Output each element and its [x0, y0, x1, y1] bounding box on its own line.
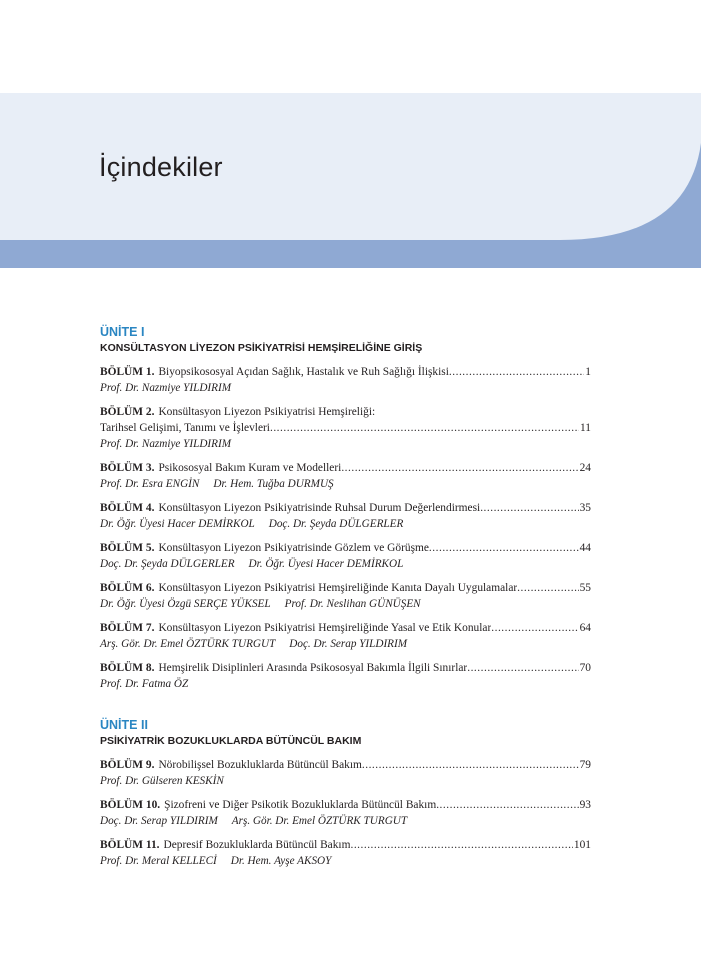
page-number[interactable]: 55: [579, 582, 591, 594]
chapter-number: BÖLÜM 4.: [100, 502, 155, 514]
chapter-entry[interactable]: [100, 364, 591, 396]
dot-leader: [449, 364, 584, 380]
chapter-authors: [100, 813, 591, 829]
chapter-title: Biyopsikososyal Açıdan Sağlık, Hastalık ve Ruh Sağlığı İlişkisi: [158, 366, 449, 378]
chapter-authors: [100, 676, 591, 692]
author-name: Prof. Dr. Gülseren KESKİN: [100, 775, 224, 787]
chapter-title: Tarihsel Gelişimi, Tanımı ve İşlevleri: [100, 422, 270, 434]
chapter-number: BÖLÜM 6.: [100, 582, 155, 594]
chapter-number: BÖLÜM 11.: [100, 839, 160, 851]
chapter-title-line: [100, 404, 591, 420]
chapter-entry[interactable]: [100, 500, 591, 532]
page-number[interactable]: 93: [579, 799, 591, 811]
chapter-title-line: [100, 364, 591, 380]
chapter-authors: [100, 380, 591, 396]
page-number[interactable]: 44: [579, 542, 591, 554]
chapter-authors: [100, 516, 591, 532]
chapter-authors: [100, 596, 591, 612]
author-name: Dr. Öğr. Üyesi Özgü SERÇE YÜKSEL: [100, 598, 271, 610]
author-name: Arş. Gör. Dr. Emel ÖZTÜRK TURGUT: [100, 638, 276, 650]
page-number[interactable]: 1: [585, 366, 591, 378]
chapter-number: BÖLÜM 1.: [100, 366, 155, 378]
author-name: Doç. Dr. Serap YILDIRIM: [289, 638, 408, 650]
chapter-title: Konsültasyon Liyezon Psikiyatrisi Hemşireliğinde Yasal ve Etik Konular: [158, 622, 492, 634]
dot-leader: [467, 660, 578, 676]
chapter-title: Konsültasyon Liyezon Psikiyatrisinde Gözlem ve Görüşme: [158, 542, 429, 554]
dot-leader: [517, 580, 578, 596]
author-name: Dr. Öğr. Üyesi Hacer DEMİRKOL: [100, 518, 255, 530]
chapter-title-line: [100, 540, 591, 556]
dot-leader: [270, 420, 579, 436]
chapter-authors: [100, 773, 591, 789]
author-name: Dr. Hem. Ayşe AKSOY: [230, 855, 332, 867]
dot-leader: [491, 620, 578, 636]
chapter-title-line: [100, 580, 591, 596]
chapter-entry[interactable]: [100, 460, 591, 492]
chapter-number: BÖLÜM 3.: [100, 462, 155, 474]
chapter-title-line: [100, 620, 591, 636]
unit-title: PSİKİYATRİK BOZUKLUKLARDA BÜTÜNCÜL BAKIM: [100, 735, 362, 747]
author-name: Prof. Dr. Meral KELLECİ: [100, 855, 217, 867]
page-number[interactable]: 24: [579, 462, 591, 474]
author-name: Prof. Dr. Nazmiye YILDIRIM: [100, 438, 232, 450]
chapter-title-line: [100, 500, 591, 516]
chapter-entry[interactable]: [100, 797, 591, 829]
dot-leader: [480, 500, 578, 516]
author-name: Dr. Hem. Tuğba DURMUŞ: [213, 478, 334, 490]
author-name: Prof. Dr. Nazmiye YILDIRIM: [100, 382, 232, 394]
dot-leader: [429, 540, 579, 556]
chapter-title-line: [100, 757, 591, 773]
chapter-number: BÖLÜM 10.: [100, 799, 161, 811]
chapter-authors: [100, 476, 591, 492]
page-number[interactable]: 70: [579, 662, 591, 674]
chapter-number: BÖLÜM 5.: [100, 542, 155, 554]
unit-label: ÜNİTE I: [100, 325, 145, 339]
dot-leader: [341, 460, 578, 476]
unit-section: [100, 718, 591, 869]
chapter-number: BÖLÜM 7.: [100, 622, 155, 634]
chapter-entry[interactable]: [100, 404, 591, 452]
author-name: Prof. Dr. Neslihan GÜNÜŞEN: [284, 598, 421, 610]
author-name: Doç. Dr. Şeyda DÜLGERLER: [100, 558, 235, 570]
chapter-entry[interactable]: [100, 757, 591, 789]
page-number[interactable]: 79: [579, 759, 591, 771]
chapter-authors: [100, 436, 591, 452]
chapter-title: Depresif Bozukluklarda Bütüncül Bakım: [163, 839, 351, 851]
chapter-title-line: [100, 797, 591, 813]
header-banner: [0, 0, 701, 300]
chapter-title: Şizofreni ve Diğer Psikotik Bozukluklarda Bütüncül Bakım: [164, 799, 437, 811]
unit-section: [100, 325, 591, 692]
chapter-title: Konsültasyon Liyezon Psikiyatrisi Hemşireliğinde Kanıta Dayalı Uygulamalar: [158, 582, 518, 594]
author-name: Prof. Dr. Esra ENGİN: [100, 478, 200, 490]
chapter-number: BÖLÜM 2.: [100, 406, 155, 418]
author-name: Dr. Öğr. Üyesi Hacer DEMİRKOL: [248, 558, 404, 570]
unit-title: KONSÜLTASYON LİYEZON PSİKİYATRİSİ HEMŞİRELİĞİNE GİRİŞ: [100, 342, 423, 354]
chapter-title: Nörobilişsel Bozukluklarda Bütüncül Bakım: [158, 759, 362, 771]
chapter-title-line: [100, 460, 591, 476]
dot-leader: [436, 797, 578, 813]
author-name: Prof. Dr. Fatma ÖZ: [100, 678, 189, 690]
chapter-authors: [100, 853, 591, 869]
unit-label: ÜNİTE II: [100, 718, 148, 732]
chapter-authors: [100, 636, 591, 652]
chapter-authors: [100, 556, 591, 572]
chapter-title: Psikososyal Bakım Kuram ve Modelleri: [158, 462, 342, 474]
chapter-entry[interactable]: [100, 660, 591, 692]
chapter-entry[interactable]: [100, 837, 591, 869]
author-name: Arş. Gör. Dr. Emel ÖZTÜRK TURGUT: [231, 815, 408, 827]
page-number[interactable]: 101: [573, 839, 591, 851]
chapter-number: BÖLÜM 8.: [100, 662, 155, 674]
page-number[interactable]: 11: [580, 422, 591, 434]
page-number[interactable]: 35: [579, 502, 591, 514]
chapter-entry[interactable]: [100, 580, 591, 612]
dot-leader: [362, 757, 579, 773]
dot-leader: [350, 837, 572, 853]
author-name: Doç. Dr. Şeyda DÜLGERLER: [268, 518, 404, 530]
chapter-entry[interactable]: [100, 540, 591, 572]
chapter-title-line: [100, 837, 591, 853]
author-name: Doç. Dr. Serap YILDIRIM: [100, 815, 218, 827]
chapter-title: Konsültasyon Liyezon Psikiyatrisi Hemşireliği:: [158, 406, 376, 418]
chapter-number: BÖLÜM 9.: [100, 759, 155, 771]
chapter-title-line: [100, 420, 591, 436]
chapter-title: Hemşirelik Disiplinleri Arasında Psikososyal Bakımla İlgili Sınırlar: [158, 662, 468, 674]
chapter-title-line: [100, 660, 591, 676]
page-title: İçindekiler: [99, 152, 223, 182]
chapter-title: Konsültasyon Liyezon Psikiyatrisinde Ruhsal Durum Değerlendirmesi: [158, 502, 481, 514]
chapter-entry[interactable]: [100, 620, 591, 652]
page-number[interactable]: 64: [579, 622, 591, 634]
